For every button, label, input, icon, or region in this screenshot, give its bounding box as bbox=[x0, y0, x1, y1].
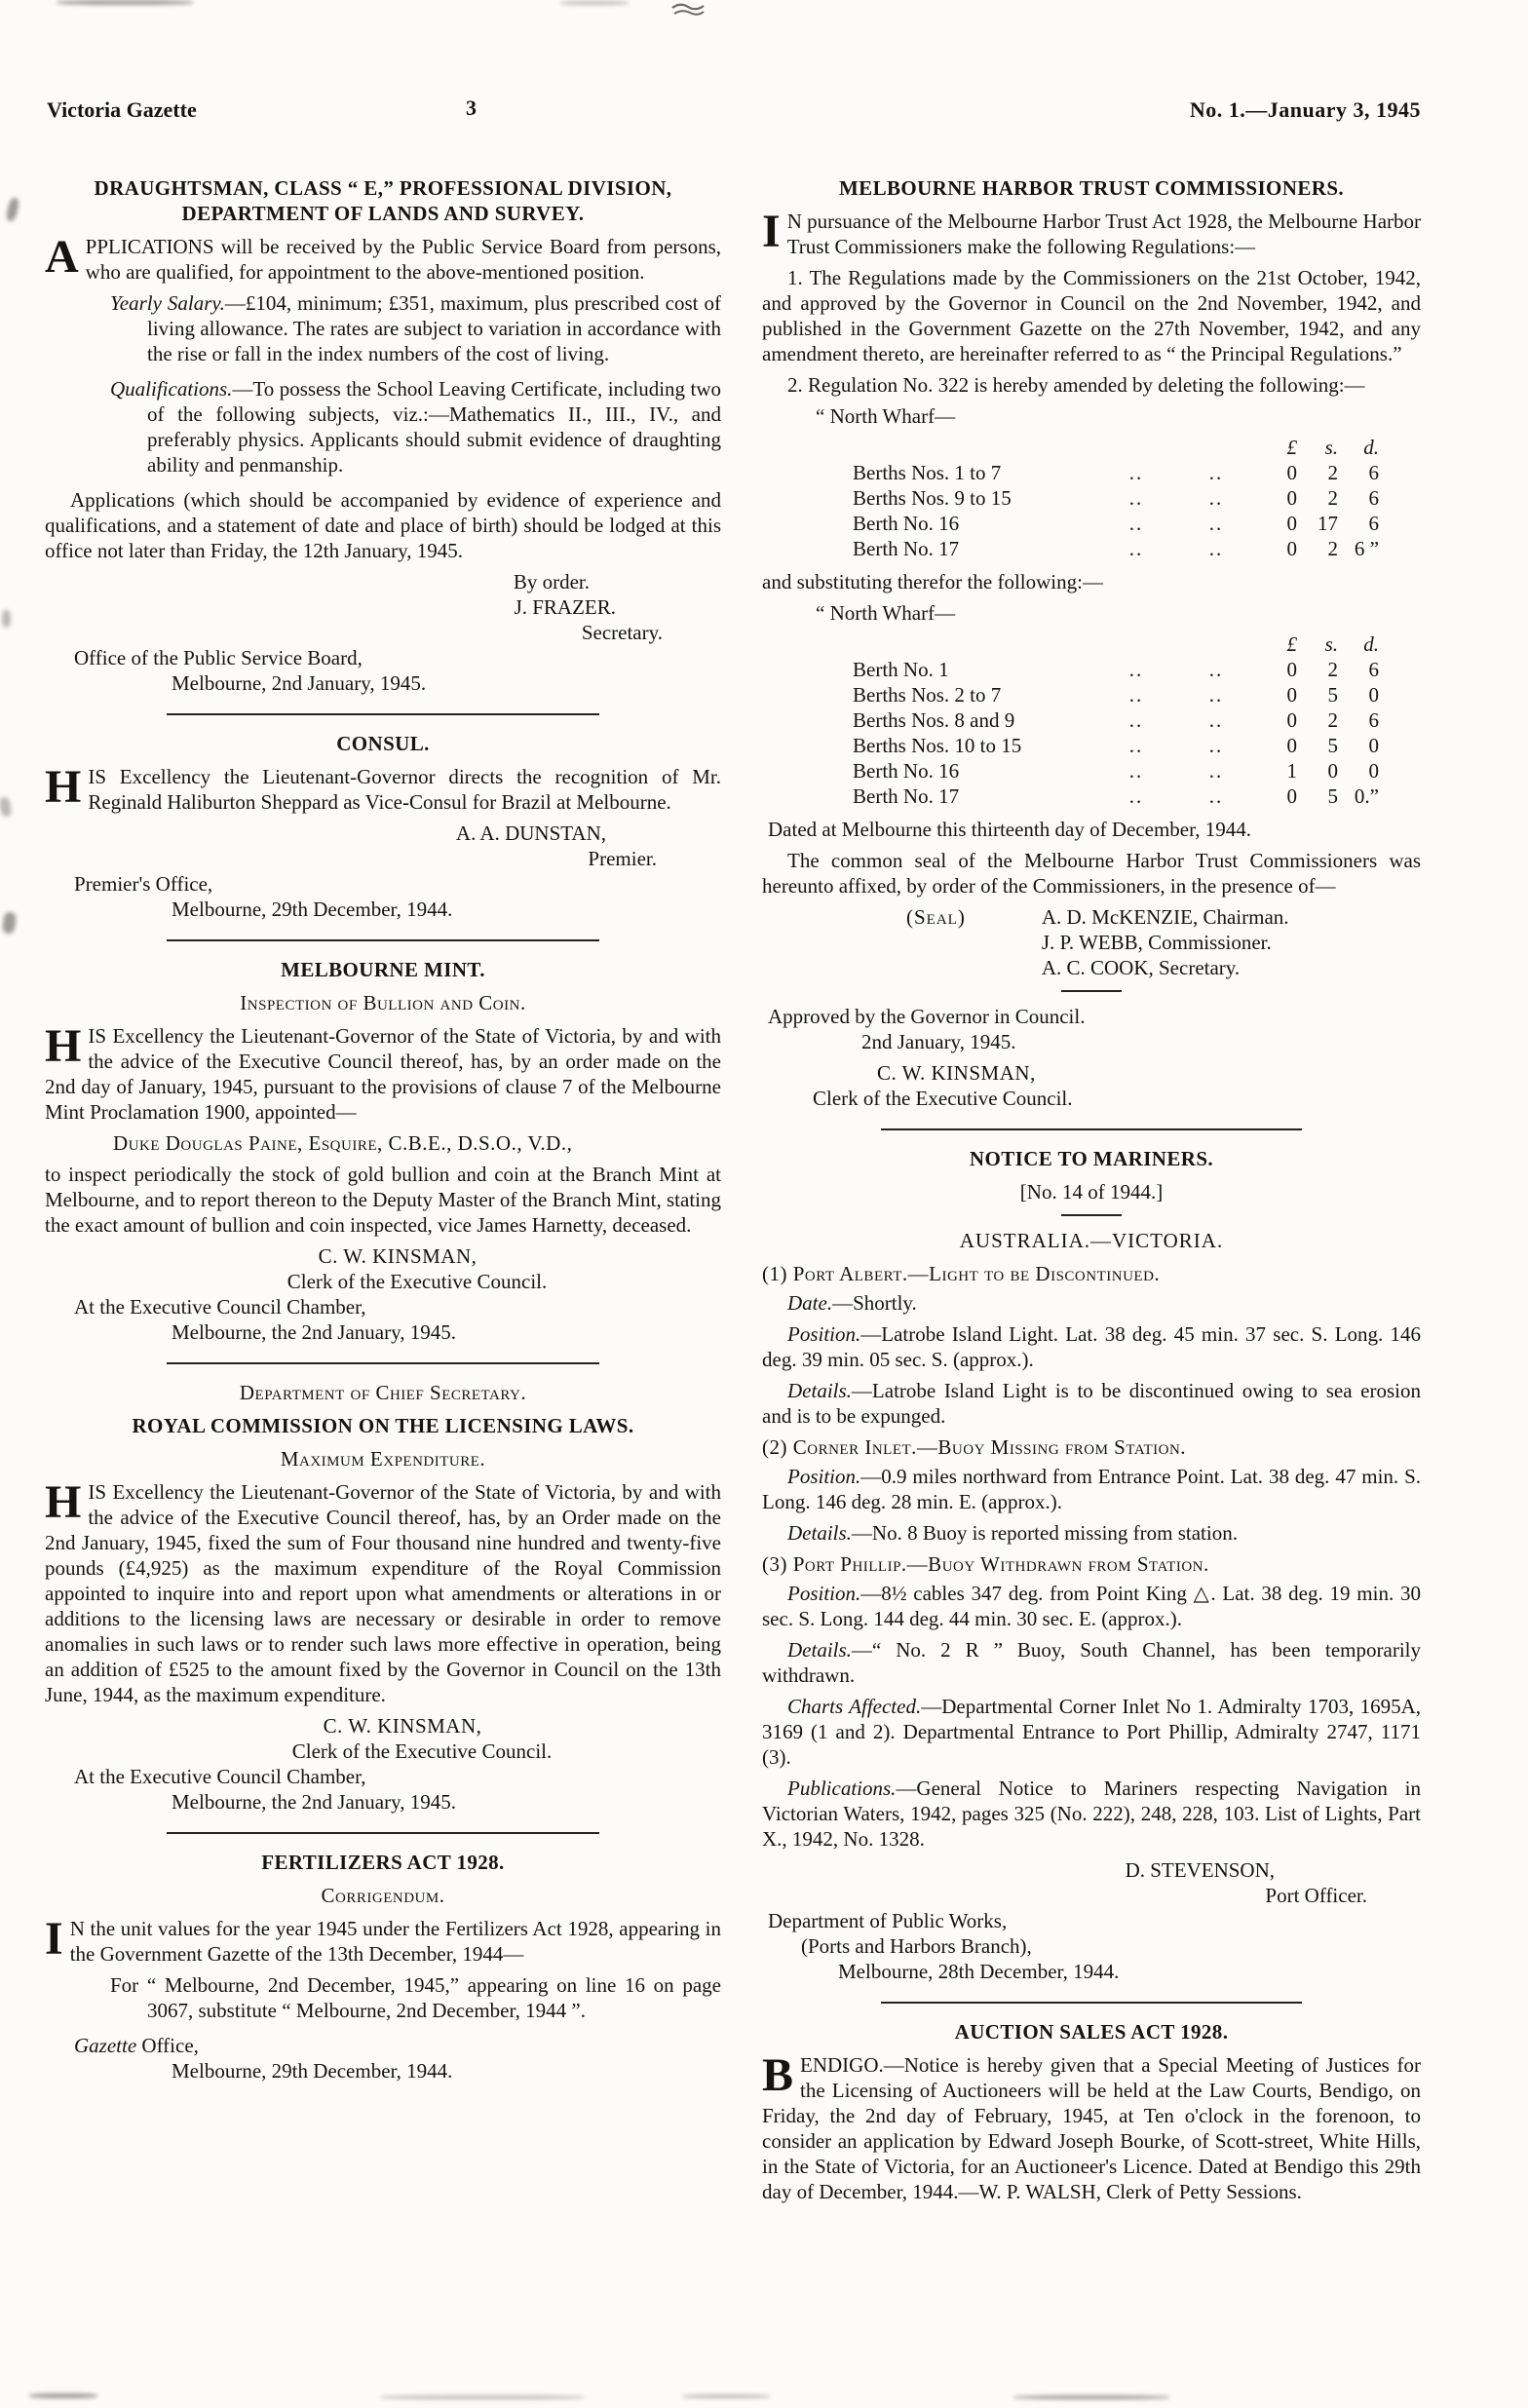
notice-detail: Details.—No. 8 Buoy is reported missing from station. bbox=[787, 1521, 1238, 1545]
section-licensing-commission bbox=[45, 1380, 721, 1815]
notice-item-heading: (3) Port Phillip.—Buoy Withdrawn from Station. bbox=[762, 1552, 1209, 1576]
paragraph: BENDIGO.—Notice is hereby given that a Special Meeting of Justices for the Licensing of Auctioneers will be held at the Law Courts, Bendigo, on Friday, the 2nd day of February, 1945, at Ten o'clock in the forenoon, to consider an application by Edward Joseph Bourke, of Scott-street, White Hills, in the State of Victoria, for an Auctioneer's Licence. Dated at Bendigo this 29th day of December, 1944.—W. P. WALSH, Clerk of Petty Sessions. bbox=[762, 2049, 1421, 2203]
heading-divider bbox=[1061, 1214, 1122, 1216]
office-line: At the Executive Council Chamber, bbox=[74, 1765, 366, 1788]
office-line: Melbourne, the 2nd January, 1945. bbox=[172, 1320, 456, 1344]
office-line: At the Executive Council Chamber, bbox=[74, 1295, 366, 1319]
table-spacer bbox=[1176, 631, 1256, 657]
section-divider bbox=[167, 939, 599, 941]
section-melbourne-mint bbox=[45, 957, 721, 1345]
notice-detail: Position.—8½ cables 347 deg. from Point King △. Lat. 38 deg. 19 min. 30 sec. S. Long. 144 deg. 44 min. 30 sec. E. (approx.). bbox=[762, 1582, 1421, 1630]
section-heading: DRAUGHTSMAN, CLASS “ E,” PROFESSIONAL DIVISION, DEPARTMENT OF LANDS AND SURVEY. bbox=[94, 176, 672, 225]
column-header-pounds: £ bbox=[1286, 436, 1297, 459]
notice-detail: Position.—Latrobe Island Light. Lat. 38 deg. 45 min. 37 sec. S. Long. 146 deg. 39 min. 05 sec. S. (approx.). bbox=[762, 1322, 1421, 1371]
section-heading: FERTILIZERS ACT 1928. bbox=[261, 1851, 505, 1874]
scan-artifact bbox=[682, 2394, 770, 2398]
region-heading: AUSTRALIA.—VICTORIA. bbox=[959, 1229, 1224, 1252]
drop-cap: B bbox=[762, 2049, 794, 2101]
signature-divider bbox=[1061, 990, 1122, 992]
leader-dots: .. bbox=[1208, 784, 1224, 808]
scan-artifact bbox=[1013, 2395, 1169, 2399]
table-row: Berth No. 17 .. .. 0 5 0.” bbox=[853, 784, 1379, 808]
sig-name: C. W. KINSMAN, bbox=[323, 1714, 482, 1738]
witness-name: A. C. COOK, Secretary. bbox=[1041, 956, 1241, 979]
office-line: Melbourne, 2nd January, 1945. bbox=[172, 671, 427, 695]
leader-dots: .. bbox=[1128, 461, 1144, 484]
scan-squiggle-artifact bbox=[670, 2, 706, 19]
paragraph: HIS Excellency the Lieutenant-Governor of the State of Victoria, by and with the advice of the Executive Council thereof, has, by an order made on the 2nd day of January, 1945, pursuant to the provisions of clause 7 of the Melbourne Mint Proclamation 1900, appointed— bbox=[45, 1020, 721, 1124]
section-harbor-trust bbox=[762, 175, 1421, 1111]
table-header-row bbox=[853, 435, 1384, 460]
column-header-pounds: £ bbox=[1286, 632, 1297, 656]
column-header-shillings: s. bbox=[1324, 436, 1338, 459]
office-line: (Ports and Harbors Branch), bbox=[801, 1934, 1032, 1958]
column-header-pence: d. bbox=[1363, 632, 1379, 656]
witness-name: J. P. WEBB, Commissioner. bbox=[1041, 931, 1272, 954]
section-heading: CONSUL. bbox=[336, 732, 430, 755]
section-fertilizers bbox=[45, 1850, 721, 2083]
wharf-heading: “ North Wharf— bbox=[816, 404, 956, 428]
correction-clause: For “ Melbourne, 2nd December, 1945,” appearing on line 16 on page 3067, substitute “ Melbourne, 2nd December, 1944 ”. bbox=[110, 1973, 721, 2022]
berth-table-deleted bbox=[853, 435, 1384, 561]
sig-byorder: By order. bbox=[513, 570, 590, 593]
paragraph: APPLICATIONS will be received by the Public Service Board from persons, who are qualified, for appointment to the above-mentioned position. bbox=[45, 231, 721, 284]
section-heading: AUCTION SALES ACT 1928. bbox=[954, 2020, 1229, 2044]
section-divider bbox=[167, 1362, 599, 1364]
section-auction-sales bbox=[762, 2019, 1421, 2204]
leader-dots: .. bbox=[1208, 683, 1224, 707]
table-row: Berths Nos. 8 and 9 .. .. 0 2 6 bbox=[853, 708, 1379, 732]
scan-artifact bbox=[29, 2393, 97, 2398]
paragraph: to inspect periodically the stock of gold bullion and coin at the Branch Mint at Melbourne, and to report thereon to the Deputy Master of the Branch Mint, stating the exact amount of bullion and coin inspected, vice James Harnetty, deceased. bbox=[45, 1163, 721, 1237]
section-divider bbox=[167, 713, 599, 715]
leader-dots: .. bbox=[1208, 512, 1224, 535]
sig-role: Clerk of the Executive Council. bbox=[813, 1087, 1073, 1110]
department-heading: Department of Chief Secretary. bbox=[239, 1381, 527, 1404]
leader-dots: .. bbox=[1208, 461, 1224, 484]
notice-number: [No. 14 of 1944.] bbox=[1019, 1180, 1164, 1204]
dated-line: Dated at Melbourne this thirteenth day of December, 1944. bbox=[768, 818, 1252, 841]
office-line: Office of the Public Service Board, bbox=[74, 646, 363, 669]
section-subheading: Inspection of Bullion and Coin. bbox=[240, 991, 526, 1014]
seal-block bbox=[762, 904, 1421, 980]
notice-detail: Details.—Latrobe Island Light is to be discontinued owing to sea erosion and is to be expunged. bbox=[762, 1379, 1421, 1428]
drop-cap: H bbox=[45, 761, 82, 813]
leader-dots: .. bbox=[1128, 708, 1144, 732]
publications: Publications.—General Notice to Mariners respecting Navigation in Victorian Waters, 1942, pages 325 (No. 222), 248, 228, 103. List of Lights, Part X., 1942, No. 1328. bbox=[762, 1777, 1421, 1851]
leader-dots: .. bbox=[1208, 708, 1224, 732]
left-column bbox=[45, 172, 721, 2091]
office-line: Melbourne, 28th December, 1944. bbox=[838, 1960, 1120, 1983]
table-row: Berths Nos. 1 to 7 .. .. 0 2 6 bbox=[853, 461, 1379, 484]
section-divider bbox=[167, 1832, 599, 1834]
table-spacer bbox=[853, 435, 1096, 460]
leader-dots: .. bbox=[1128, 759, 1144, 783]
table-spacer bbox=[1096, 435, 1176, 460]
section-heading: ROYAL COMMISSION ON THE LICENSING LAWS. bbox=[132, 1414, 634, 1437]
paragraph: HIS Excellency the Lieutenant-Governor of the State of Victoria, by and with the advice of the Executive Council thereof, has, by an Order made on the 2nd January, 1945, fixed the sum of Four thousand nine hundred and twenty-five pounds (£4,925) as the maximum expenditure of the Royal Commission appointed to inquire into and report upon what amendments or alterations in or additions to the licensing laws are necessary or desirable in order to remove anomalies in such laws or to render such laws more effective in operation, being an addition of £525 to the amount fixed by the Governor in Council on the 13th June, 1944, as the maximum expenditure. bbox=[45, 1476, 721, 1706]
sig-name: C. W. KINSMAN, bbox=[318, 1244, 478, 1268]
leader-dots: .. bbox=[1208, 734, 1224, 757]
paragraph: I N pursuance of the Melbourne Harbor Trust Act 1928, the Melbourne Harbor Trust Commissioners make the following Regulations:— bbox=[762, 206, 1421, 258]
office-line: Premier's Office, bbox=[74, 872, 213, 896]
scan-artifact bbox=[2, 610, 11, 628]
table-spacer bbox=[1176, 435, 1256, 460]
leader-dots: .. bbox=[1208, 486, 1224, 510]
substituting-line: and substituting therefor the following:— bbox=[762, 570, 1103, 593]
approved-line: Approved by the Governor in Council. bbox=[768, 1005, 1086, 1028]
paragraph: HIS Excellency the Lieutenant-Governor directs the recognition of Mr. Reginald Haliburton Sheppard as Vice-Consul for Brazil at Melbourne. bbox=[45, 761, 721, 814]
column-header-pence: d. bbox=[1363, 436, 1379, 459]
table-row: Berth No. 16 .. .. 0 17 6 bbox=[853, 512, 1379, 535]
scan-artifact bbox=[380, 2395, 585, 2399]
notice-detail: Position.—0.9 miles northward from Entrance Point. Lat. 38 deg. 47 min. S. Long. 146 deg. 28 min. E. (approx.). bbox=[762, 1465, 1421, 1513]
table-spacer bbox=[853, 631, 1096, 657]
drop-cap: H bbox=[45, 1020, 82, 1072]
table-row: Berth No. 1 .. .. 0 2 6 bbox=[853, 658, 1379, 681]
sig-role: Clerk of the Executive Council. bbox=[286, 1270, 548, 1293]
leader-dots: .. bbox=[1128, 734, 1144, 757]
table-row: Berth No. 16 .. .. 1 0 0 bbox=[853, 759, 1379, 783]
drop-cap: I bbox=[762, 206, 781, 257]
leader-dots: .. bbox=[1208, 537, 1224, 560]
leader-dots: .. bbox=[1208, 759, 1224, 783]
regulation-2: 2. Regulation No. 322 is hereby amended by deleting the following:— bbox=[787, 373, 1365, 397]
right-column bbox=[762, 172, 1421, 2212]
salary-clause: Yearly Salary.—£104, minimum; £351, maximum, plus prescribed cost of living allowance. The rates are subject to variation in accordance with the rise or fall in the index numbers of the cost of living. bbox=[110, 291, 721, 365]
office-line: Gazette Office, bbox=[74, 2034, 199, 2057]
table-spacer bbox=[1096, 631, 1176, 657]
notice-detail: Details.—“ No. 2 R ” Buoy, South Channel, has been temporarily withdrawn. bbox=[762, 1638, 1421, 1687]
paragraph: I N the unit values for the year 1945 under the Fertilizers Act 1928, appearing in the Government Gazette of the 13th December, 1944— bbox=[45, 1913, 721, 1966]
approved-date: 2nd January, 1945. bbox=[861, 1030, 1016, 1053]
section-subheading: Corrigendum. bbox=[321, 1884, 445, 1907]
section-divider bbox=[881, 1128, 1303, 1130]
wharf-heading: “ North Wharf— bbox=[816, 601, 956, 625]
regulation-1: 1. The Regulations made by the Commissioners on the 21st October, 1942, and approved by the Governor in Council on the 2nd November, 1942, and published in the Government Gazette on the 27th November, 1942, and any amendment thereto, are hereinafter referred to as “ the Principal Regulations.” bbox=[762, 266, 1421, 365]
appointee-name: Duke Douglas Paine, Esquire, C.B.E., D.S.O., V.D., bbox=[113, 1131, 573, 1155]
sig-role: Port Officer. bbox=[1265, 1884, 1367, 1907]
table-header-row bbox=[853, 631, 1384, 657]
sig-role: Premier. bbox=[588, 847, 657, 870]
table-row: Berths Nos. 9 to 15 .. .. 0 2 6 bbox=[853, 486, 1379, 510]
sig-name: D. STEVENSON, bbox=[1125, 1858, 1275, 1882]
office-line: Melbourne, 29th December, 1944. bbox=[172, 2059, 453, 2083]
office-line: Melbourne, the 2nd January, 1945. bbox=[172, 1790, 456, 1814]
sig-name: J. FRAZER. bbox=[514, 595, 616, 619]
paragraph: Applications (which should be accompanied by evidence of experience and qualifications, and a statement of date and place of birth) should be lodged at this office not later than Friday, the 12th January, 1945. bbox=[45, 488, 721, 562]
section-notice-to-mariners bbox=[762, 1146, 1421, 1984]
sig-role: Secretary. bbox=[581, 621, 663, 644]
section-heading: MELBOURNE MINT. bbox=[281, 958, 485, 981]
journal-title: Victoria Gazette bbox=[47, 97, 197, 122]
seal-mark: (Seal) bbox=[906, 905, 966, 929]
sig-name: C. W. KINSMAN, bbox=[877, 1061, 1036, 1085]
witness-signatures bbox=[1042, 904, 1289, 980]
notice-item-heading: (1) Port Albert.—Light to be Discontinued. bbox=[762, 1262, 1161, 1285]
table-row: Berth No. 17 .. .. 0 2 6 ” bbox=[853, 537, 1379, 560]
page-number: 3 bbox=[466, 96, 477, 120]
office-line: Department of Public Works, bbox=[768, 1909, 1008, 1932]
berth-table-substituted bbox=[853, 631, 1384, 809]
section-subheading: Maximum Expenditure. bbox=[280, 1447, 486, 1471]
qualifications-clause: Qualifications.—To possess the School Leaving Certificate, including two of the following subjects, viz.:—Mathematics II., III., IV., and preferably physics. Applicants should submit evidence of draughting ability and penmanship. bbox=[110, 377, 721, 477]
column-header-shillings: s. bbox=[1324, 632, 1338, 656]
section-heading: NOTICE TO MARINERS. bbox=[969, 1147, 1214, 1170]
masthead bbox=[45, 97, 1421, 131]
section-divider bbox=[881, 2002, 1303, 2004]
section-consul bbox=[45, 731, 721, 922]
sig-name: A. A. DUNSTAN, bbox=[455, 822, 606, 845]
leader-dots: .. bbox=[1128, 537, 1144, 560]
drop-cap: H bbox=[45, 1476, 82, 1528]
notice-item-heading: (2) Corner Inlet.—Buoy Missing from Station. bbox=[762, 1435, 1187, 1459]
issue-info: No. 1.—January 3, 1945 bbox=[1189, 97, 1421, 122]
table-row: Berths Nos. 2 to 7 .. .. 0 5 0 bbox=[853, 683, 1379, 707]
scan-artifact bbox=[57, 0, 193, 5]
leader-dots: .. bbox=[1128, 683, 1144, 707]
witness-name: A. D. McKENZIE, Chairman. bbox=[1041, 905, 1289, 929]
table-row: Berths Nos. 10 to 15 .. .. 0 5 0 bbox=[853, 734, 1379, 757]
office-line: Melbourne, 29th December, 1944. bbox=[172, 898, 453, 921]
scan-artifact bbox=[560, 1, 629, 5]
section-heading: MELBOURNE HARBOR TRUST COMMISSIONERS. bbox=[838, 176, 1345, 200]
leader-dots: .. bbox=[1128, 512, 1144, 535]
notice-detail: Date.—Shortly. bbox=[787, 1291, 917, 1315]
sig-role: Clerk of the Executive Council. bbox=[291, 1739, 553, 1763]
leader-dots: .. bbox=[1128, 658, 1144, 681]
drop-cap: I bbox=[45, 1913, 63, 1965]
seal-paragraph: The common seal of the Melbourne Harbor Trust Commissioners was hereunto affixed, by order of the Commissioners, in the presence of— bbox=[762, 849, 1421, 898]
drop-cap: A bbox=[45, 231, 79, 283]
section-draughtsman bbox=[45, 175, 721, 696]
charts-affected: Charts Affected.—Departmental Corner Inlet No 1. Admiralty 1703, 1695A, 3169 (1 and 2). Departmental Entrance to Port Phillip, Admiralty 2747, 1171 (3). bbox=[762, 1695, 1421, 1769]
leader-dots: .. bbox=[1208, 658, 1224, 681]
leader-dots: .. bbox=[1128, 784, 1144, 808]
leader-dots: .. bbox=[1128, 486, 1144, 510]
